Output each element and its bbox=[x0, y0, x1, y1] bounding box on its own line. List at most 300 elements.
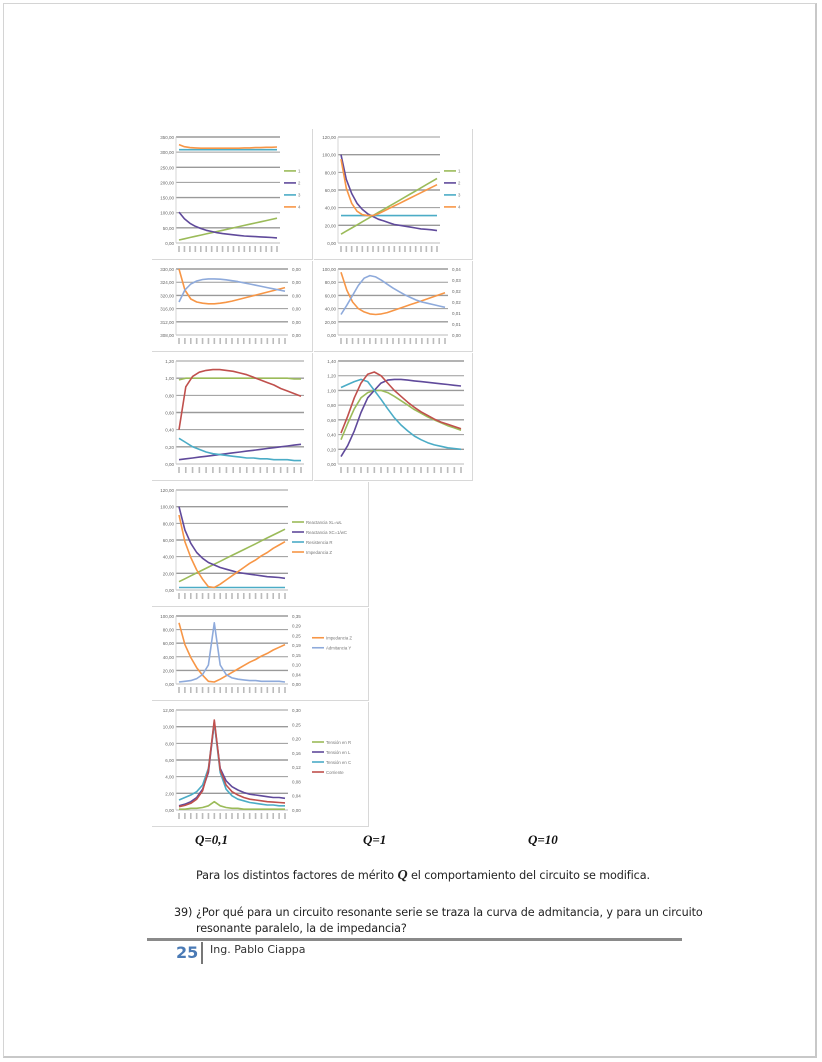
chart-q01-reactances bbox=[152, 129, 313, 260]
chart-q10-voltages-current bbox=[152, 702, 369, 827]
x-tick-label bbox=[178, 593, 180, 599]
legend-label: 3 bbox=[458, 192, 461, 198]
x-tick-label bbox=[400, 467, 402, 473]
y2-tick-label: 0,08 bbox=[292, 779, 301, 785]
x-tick-label bbox=[433, 338, 435, 344]
y2-tick-label: 0,01 bbox=[452, 311, 461, 316]
chart-q01-impedance-admittance bbox=[152, 261, 313, 352]
x-tick-label bbox=[272, 813, 274, 819]
legend-label: Resistencia R bbox=[306, 539, 333, 545]
x-tick-label bbox=[381, 338, 383, 344]
x-tick-label bbox=[202, 813, 204, 819]
x-tick-label bbox=[255, 593, 257, 599]
y2-tick-label: 0,03 bbox=[452, 278, 461, 283]
x-tick-label bbox=[284, 687, 286, 693]
x-tick-label bbox=[354, 467, 356, 473]
x-tick-label bbox=[196, 593, 198, 599]
x-tick-label bbox=[340, 338, 342, 344]
x-tick-label bbox=[219, 593, 221, 599]
y2-tick-label: 0,04 bbox=[292, 793, 301, 799]
x-tick-label bbox=[261, 593, 263, 599]
legend-label: 4 bbox=[298, 204, 301, 210]
y2-tick-label: 0,00 bbox=[292, 267, 301, 272]
caption-q-0-1: Q=0,1 bbox=[195, 832, 229, 847]
x-tick-label bbox=[226, 467, 228, 473]
x-tick-label bbox=[260, 246, 262, 252]
y-tick-label: 0,60 bbox=[327, 417, 336, 423]
x-tick-label bbox=[398, 338, 400, 344]
x-tick-label bbox=[196, 813, 198, 819]
x-tick-label bbox=[184, 246, 186, 252]
x-tick-label bbox=[267, 687, 269, 693]
x-tick-label bbox=[254, 246, 256, 252]
y2-tick-label: 0,16 bbox=[292, 750, 301, 756]
y-tick-label: 60,00 bbox=[324, 293, 336, 299]
x-tick-label bbox=[222, 246, 224, 252]
x-tick-label bbox=[178, 813, 180, 819]
x-tick-label bbox=[407, 467, 409, 473]
footer-author: Ing. Pablo Ciappa bbox=[210, 943, 306, 956]
x-tick-label bbox=[190, 338, 192, 344]
legend-label: Tensión en C bbox=[326, 759, 352, 765]
x-tick-label bbox=[426, 246, 428, 252]
x-tick-label bbox=[225, 593, 227, 599]
x-tick-label bbox=[414, 467, 416, 473]
x-tick-label bbox=[202, 687, 204, 693]
y2-tick-label: 0,30 bbox=[292, 708, 301, 713]
x-tick-label bbox=[211, 246, 213, 252]
x-tick-label bbox=[249, 338, 251, 344]
y2-tick-label: 0,00 bbox=[292, 280, 301, 286]
legend-label: Tensión en R bbox=[326, 739, 352, 745]
x-tick-label bbox=[434, 467, 436, 473]
caption-q-1: Q=1 bbox=[363, 832, 387, 847]
x-tick-label bbox=[387, 467, 389, 473]
y-tick-label: 324,00 bbox=[160, 280, 174, 286]
x-tick-label bbox=[237, 338, 239, 344]
x-tick-label bbox=[214, 813, 216, 819]
x-tick-label bbox=[255, 687, 257, 693]
x-tick-label bbox=[253, 467, 255, 473]
x-tick-label bbox=[431, 246, 433, 252]
x-tick-label bbox=[219, 338, 221, 344]
x-tick-label bbox=[399, 246, 401, 252]
footer-rule bbox=[147, 938, 682, 941]
x-tick-label bbox=[276, 246, 278, 252]
x-tick-label bbox=[246, 467, 248, 473]
x-tick-label bbox=[267, 813, 269, 819]
y-tick-label: 2,00 bbox=[165, 791, 174, 797]
y-tick-label: 312,00 bbox=[160, 319, 174, 325]
x-tick-label bbox=[278, 813, 280, 819]
legend-label: Impedancia Z bbox=[326, 635, 353, 641]
x-tick-label bbox=[178, 467, 180, 473]
x-tick-label bbox=[227, 246, 229, 252]
legend-label: Corriente bbox=[326, 769, 344, 775]
x-tick-label bbox=[383, 246, 385, 252]
y-tick-label: 12,00 bbox=[162, 708, 174, 713]
x-tick-label bbox=[436, 246, 438, 252]
x-tick-label bbox=[192, 467, 194, 473]
x-tick-label bbox=[237, 593, 239, 599]
x-tick-label bbox=[388, 246, 390, 252]
x-tick-label bbox=[231, 687, 233, 693]
x-tick-label bbox=[415, 338, 417, 344]
y2-tick-label: 0,00 bbox=[292, 682, 301, 687]
y2-tick-label: 0,25 bbox=[292, 633, 301, 639]
x-tick-label bbox=[278, 687, 280, 693]
x-tick-label bbox=[239, 467, 241, 473]
x-tick-label bbox=[300, 467, 302, 473]
x-tick-label bbox=[233, 246, 235, 252]
x-tick-label bbox=[340, 467, 342, 473]
y-tick-label: 0,00 bbox=[327, 241, 336, 246]
y-tick-label: 0,00 bbox=[327, 333, 336, 338]
y-tick-label: 0,80 bbox=[327, 403, 336, 409]
x-tick-label bbox=[261, 338, 263, 344]
y-tick-label: 6,00 bbox=[165, 758, 174, 763]
series-line-tensi-n-en-r bbox=[179, 378, 301, 380]
y-tick-label: 316,00 bbox=[160, 306, 174, 312]
x-tick-label bbox=[392, 338, 394, 344]
x-tick-label bbox=[404, 246, 406, 252]
y-tick-label: 80,00 bbox=[324, 170, 336, 176]
paragraph-q-symbol: Q bbox=[397, 868, 408, 883]
y-tick-label: 40,00 bbox=[324, 205, 336, 211]
x-tick-label bbox=[219, 687, 221, 693]
x-tick-label bbox=[267, 593, 269, 599]
x-tick-label bbox=[394, 246, 396, 252]
x-tick-label bbox=[225, 687, 227, 693]
x-tick-label bbox=[219, 813, 221, 819]
x-tick-label bbox=[394, 467, 396, 473]
legend-label: 2 bbox=[458, 180, 461, 186]
x-tick-label bbox=[447, 467, 449, 473]
y2-tick-label: 0,00 bbox=[452, 333, 461, 338]
x-tick-label bbox=[216, 246, 218, 252]
x-tick-label bbox=[280, 467, 282, 473]
y-tick-label: 350,00 bbox=[160, 135, 174, 140]
x-tick-label bbox=[380, 467, 382, 473]
x-tick-label bbox=[189, 246, 191, 252]
legend-label: 1 bbox=[458, 168, 461, 174]
legend-label: Reactancia XC=1/wC bbox=[306, 529, 347, 535]
x-tick-label bbox=[190, 687, 192, 693]
x-tick-label bbox=[271, 246, 273, 252]
y2-tick-label: 0,00 bbox=[292, 306, 301, 312]
legend-label: Impedancia Z bbox=[306, 549, 333, 555]
chart-q1-reactances bbox=[314, 129, 473, 260]
x-tick-label bbox=[255, 813, 257, 819]
y2-tick-label: 0,00 bbox=[292, 333, 301, 338]
summary-paragraph bbox=[196, 868, 650, 884]
chart-q10-impedance-admittance bbox=[152, 608, 369, 701]
x-tick-label bbox=[378, 246, 380, 252]
x-tick-label bbox=[284, 338, 286, 344]
x-tick-label bbox=[374, 467, 376, 473]
y2-tick-label: 0,29 bbox=[292, 623, 301, 629]
y2-tick-label: 0,02 bbox=[452, 300, 461, 305]
x-tick-label bbox=[184, 687, 186, 693]
x-tick-label bbox=[190, 813, 192, 819]
x-tick-label bbox=[212, 467, 214, 473]
y-tick-label: 308,00 bbox=[160, 333, 174, 338]
x-tick-label bbox=[260, 467, 262, 473]
x-tick-label bbox=[440, 467, 442, 473]
x-tick-label bbox=[200, 246, 202, 252]
x-tick-label bbox=[272, 593, 274, 599]
y-tick-label: 80,00 bbox=[324, 280, 336, 286]
y-tick-label: 0,00 bbox=[165, 462, 174, 467]
y-tick-label: 0,00 bbox=[165, 588, 174, 593]
chart-q01-voltages-current bbox=[152, 353, 313, 481]
x-tick-label bbox=[178, 687, 180, 693]
question-line-1: ¿Por qué para un circuito resonante serie se traza la curva de admitancia, y para un circuito bbox=[196, 906, 703, 919]
y-tick-label: 150,00 bbox=[160, 195, 174, 201]
legend-label: 2 bbox=[298, 180, 301, 186]
y2-tick-label: 0,04 bbox=[452, 267, 461, 272]
legend-label: Tensión en L bbox=[326, 749, 351, 755]
y-tick-label: 100,00 bbox=[160, 614, 174, 619]
x-tick-label bbox=[278, 338, 280, 344]
y-tick-label: 300,00 bbox=[160, 150, 174, 156]
y-tick-label: 1,20 bbox=[165, 359, 174, 364]
x-tick-label bbox=[261, 687, 263, 693]
y-tick-label: 330,00 bbox=[160, 267, 174, 272]
chart-q1-impedance-admittance bbox=[314, 261, 473, 352]
y2-tick-label: 0,35 bbox=[292, 614, 301, 619]
x-tick-label bbox=[404, 338, 406, 344]
y-tick-label: 40,00 bbox=[162, 554, 174, 560]
x-tick-label bbox=[454, 467, 456, 473]
x-tick-label bbox=[219, 467, 221, 473]
x-tick-label bbox=[196, 687, 198, 693]
y-tick-label: 20,00 bbox=[162, 668, 174, 674]
y2-tick-label: 0,00 bbox=[292, 293, 301, 299]
x-tick-label bbox=[410, 338, 412, 344]
x-tick-label bbox=[272, 687, 274, 693]
x-tick-label bbox=[273, 467, 275, 473]
x-tick-label bbox=[208, 687, 210, 693]
y-tick-label: 0,40 bbox=[327, 432, 336, 438]
y-tick-label: 0,20 bbox=[165, 444, 174, 450]
x-tick-label bbox=[340, 246, 342, 252]
y-tick-label: 120,00 bbox=[160, 488, 174, 493]
y2-tick-label: 0,02 bbox=[452, 289, 461, 294]
series-line-impedancia-z bbox=[179, 623, 285, 682]
legend-label: Reactancia XL=wL bbox=[306, 519, 342, 525]
y2-tick-label: 0,10 bbox=[292, 662, 301, 668]
x-tick-label bbox=[386, 338, 388, 344]
x-tick-label bbox=[410, 246, 412, 252]
x-tick-label bbox=[278, 593, 280, 599]
y-tick-label: 80,00 bbox=[162, 627, 174, 633]
legend-label: 1 bbox=[298, 168, 301, 174]
y2-tick-label: 0,19 bbox=[292, 643, 301, 649]
y2-tick-label: 0,04 bbox=[292, 672, 301, 678]
x-tick-label bbox=[243, 687, 245, 693]
x-tick-label bbox=[244, 246, 246, 252]
x-tick-label bbox=[367, 467, 369, 473]
y-tick-label: 250,00 bbox=[160, 165, 174, 171]
y-tick-label: 0,60 bbox=[165, 410, 174, 416]
y-tick-label: 0,00 bbox=[165, 682, 174, 687]
x-tick-label bbox=[178, 246, 180, 252]
x-tick-label bbox=[202, 338, 204, 344]
x-tick-label bbox=[199, 467, 201, 473]
x-tick-label bbox=[249, 593, 251, 599]
x-tick-label bbox=[356, 246, 358, 252]
x-tick-label bbox=[420, 467, 422, 473]
y-tick-label: 0,20 bbox=[327, 447, 336, 453]
legend-label: Admitancia Y bbox=[326, 645, 352, 651]
y-tick-label: 50,00 bbox=[162, 225, 174, 231]
x-tick-label bbox=[208, 813, 210, 819]
y-tick-label: 40,00 bbox=[162, 654, 174, 660]
x-tick-label bbox=[415, 246, 417, 252]
y-tick-label: 100,00 bbox=[160, 504, 174, 510]
x-tick-label bbox=[272, 338, 274, 344]
x-tick-label bbox=[267, 338, 269, 344]
y-tick-label: 100,00 bbox=[322, 267, 336, 272]
x-tick-label bbox=[205, 246, 207, 252]
x-tick-label bbox=[184, 593, 186, 599]
x-tick-label bbox=[196, 338, 198, 344]
x-tick-label bbox=[249, 246, 251, 252]
x-tick-label bbox=[369, 338, 371, 344]
x-tick-label bbox=[358, 338, 360, 344]
x-tick-label bbox=[208, 593, 210, 599]
y2-tick-label: 0,00 bbox=[292, 319, 301, 325]
y-tick-label: 20,00 bbox=[162, 571, 174, 577]
y-tick-label: 0,80 bbox=[165, 393, 174, 399]
y-tick-label: 120,00 bbox=[322, 135, 336, 140]
y2-tick-label: 0,12 bbox=[292, 765, 301, 771]
x-tick-label bbox=[249, 687, 251, 693]
paragraph-text-before: Para los distintos factores de mérito bbox=[196, 869, 398, 882]
y-tick-label: 10,00 bbox=[162, 724, 174, 730]
y-tick-label: 0,00 bbox=[327, 462, 336, 467]
y-tick-label: 1,40 bbox=[327, 359, 336, 364]
y-tick-label: 1,00 bbox=[327, 388, 336, 394]
x-tick-label bbox=[460, 467, 462, 473]
x-tick-label bbox=[284, 813, 286, 819]
x-tick-label bbox=[214, 687, 216, 693]
series-line-2 bbox=[179, 212, 277, 238]
y-tick-label: 320,00 bbox=[160, 293, 174, 299]
x-tick-label bbox=[214, 338, 216, 344]
x-tick-label bbox=[438, 338, 440, 344]
legend-label: 3 bbox=[298, 192, 301, 198]
x-tick-label bbox=[351, 246, 353, 252]
x-tick-label bbox=[255, 338, 257, 344]
x-tick-label bbox=[208, 338, 210, 344]
x-tick-label bbox=[243, 593, 245, 599]
x-tick-label bbox=[249, 813, 251, 819]
y-tick-label: 60,00 bbox=[162, 538, 174, 543]
series-line-impedancia bbox=[179, 269, 285, 304]
series-line-4 bbox=[179, 145, 277, 149]
x-tick-label bbox=[237, 813, 239, 819]
y-tick-label: 0,00 bbox=[165, 808, 174, 813]
x-tick-label bbox=[372, 246, 374, 252]
x-tick-label bbox=[190, 593, 192, 599]
y-tick-label: 100,00 bbox=[322, 152, 336, 158]
y-tick-label: 60,00 bbox=[324, 188, 336, 193]
question-line-2: resonante paralelo, la de impedancia? bbox=[196, 922, 407, 935]
x-tick-label bbox=[214, 593, 216, 599]
y2-tick-label: 0,01 bbox=[452, 322, 461, 327]
x-tick-label bbox=[178, 338, 180, 344]
x-tick-label bbox=[205, 467, 207, 473]
y-tick-label: 60,00 bbox=[162, 641, 174, 647]
x-tick-label bbox=[231, 813, 233, 819]
page-number: 25 bbox=[176, 943, 199, 962]
series-line-tensi-n-en-r bbox=[341, 390, 461, 439]
y2-tick-label: 0,20 bbox=[292, 736, 301, 742]
x-tick-label bbox=[185, 467, 187, 473]
chart-q1-voltages-current bbox=[314, 353, 473, 481]
x-tick-label bbox=[346, 338, 348, 344]
x-tick-label bbox=[362, 246, 364, 252]
y-tick-label: 4,00 bbox=[165, 774, 174, 780]
x-tick-label bbox=[266, 467, 268, 473]
y2-tick-label: 0,00 bbox=[292, 808, 301, 813]
x-tick-label bbox=[421, 338, 423, 344]
x-tick-label bbox=[261, 813, 263, 819]
x-tick-label bbox=[427, 467, 429, 473]
x-tick-label bbox=[195, 246, 197, 252]
x-tick-label bbox=[238, 246, 240, 252]
y-tick-label: 20,00 bbox=[324, 319, 336, 325]
x-tick-label bbox=[347, 467, 349, 473]
y-tick-label: 20,00 bbox=[324, 223, 336, 229]
y-tick-label: 1,00 bbox=[165, 376, 174, 382]
caption-q-10: Q=10 bbox=[528, 832, 558, 847]
x-tick-label bbox=[375, 338, 377, 344]
legend-label: 4 bbox=[458, 204, 461, 210]
question-number: 39) bbox=[174, 906, 193, 919]
y-tick-label: 8,00 bbox=[165, 741, 174, 747]
x-tick-label bbox=[427, 338, 429, 344]
x-tick-label bbox=[184, 813, 186, 819]
x-tick-label bbox=[202, 593, 204, 599]
x-tick-label bbox=[367, 246, 369, 252]
chart-q10-reactances bbox=[152, 482, 369, 607]
x-tick-label bbox=[360, 467, 362, 473]
y-tick-label: 200,00 bbox=[160, 180, 174, 186]
x-tick-label bbox=[293, 467, 295, 473]
y-tick-label: 0,00 bbox=[165, 241, 174, 246]
y-tick-label: 100,00 bbox=[160, 210, 174, 216]
x-tick-label bbox=[225, 813, 227, 819]
x-tick-label bbox=[243, 338, 245, 344]
x-tick-label bbox=[243, 813, 245, 819]
y-tick-label: 1,20 bbox=[327, 373, 336, 379]
paragraph-text-after: el comportamiento del circuito se modifica. bbox=[407, 869, 650, 882]
x-tick-label bbox=[225, 338, 227, 344]
x-tick-label bbox=[184, 338, 186, 344]
x-tick-label bbox=[265, 246, 267, 252]
y-tick-label: 40,00 bbox=[324, 306, 336, 312]
x-tick-label bbox=[284, 593, 286, 599]
y2-tick-label: 0,15 bbox=[292, 652, 301, 658]
footer-separator bbox=[201, 942, 203, 964]
y-tick-label: 0,40 bbox=[165, 427, 174, 433]
x-tick-label bbox=[231, 593, 233, 599]
x-tick-label bbox=[352, 338, 354, 344]
x-tick-label bbox=[363, 338, 365, 344]
